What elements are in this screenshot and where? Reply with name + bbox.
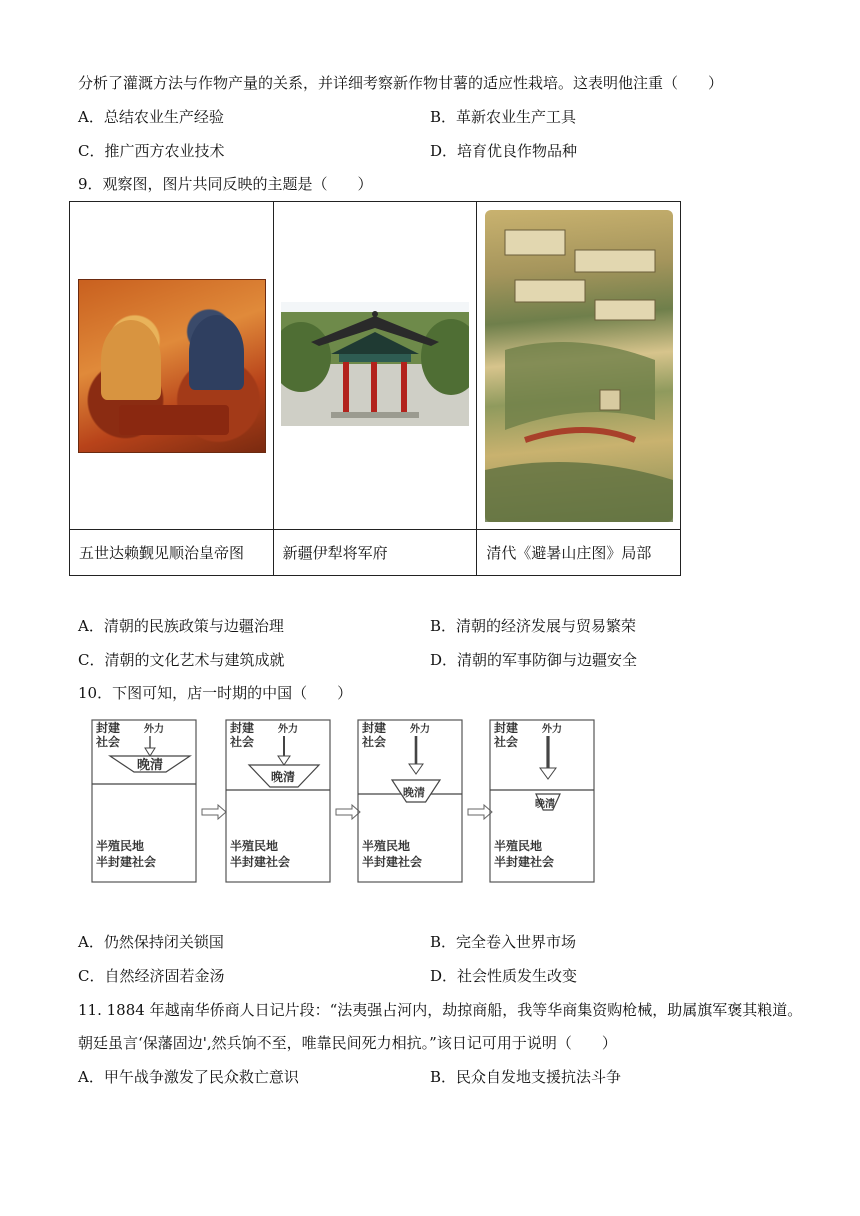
q9-option-b[interactable]: B．清朝的经济发展与贸易繁荣: [430, 617, 637, 635]
q9-caption-1: 五世达赖觐见顺治皇帝图: [70, 530, 274, 576]
q10-stem: 10．下图可知，店一时期的中国（ ）: [78, 684, 353, 702]
q9-option-c[interactable]: C．清朝的文化艺术与建筑成就: [78, 651, 285, 669]
external-force-label: 外力: [410, 724, 430, 735]
feudal-society-label: 社会: [494, 735, 519, 749]
feudal-society-label: 封建: [494, 721, 519, 735]
arrow-head: [278, 756, 290, 765]
q9-image-cell-2: [273, 202, 477, 530]
q10-option-d[interactable]: D．社会性质发生改变: [430, 967, 578, 985]
diagram-panel-1: [92, 720, 196, 882]
q8-option-c[interactable]: C．推广西方农业技术: [78, 142, 225, 160]
diagram-panel-2: [226, 720, 330, 882]
late-qing-label: 晚清: [403, 786, 425, 799]
arrow-head: [409, 764, 423, 774]
transition-arrow: [468, 805, 492, 819]
semi-feudal-label: 半封建社会: [96, 855, 157, 869]
feudal-society-label: 社会: [362, 735, 387, 749]
q8-option-a[interactable]: A．总结农业生产经验: [78, 108, 224, 126]
semi-colonial-label: 半殖民地: [362, 839, 411, 853]
yili-general-mansion-photo: [281, 302, 469, 426]
diagram-panel-3: [358, 720, 462, 882]
q9-stem: 9．观察图，图片共同反映的主题是（ ）: [78, 175, 373, 193]
q11-stem-line-2: 朝廷虽言‘保藩固边',然兵饷不至，唯靠民间死力相抗。”该日记可用于说明（ ）: [78, 1034, 617, 1052]
semi-colonial-label: 半殖民地: [96, 839, 145, 853]
late-qing-label: 晚清: [535, 799, 555, 810]
q9-image-table: [69, 201, 681, 576]
q10-option-b[interactable]: B．完全卷入世界市场: [430, 933, 577, 951]
feudal-society-label: 封建: [96, 721, 121, 735]
q11-option-a[interactable]: A．甲午战争激发了民众救亡意识: [78, 1068, 299, 1086]
q8-option-b[interactable]: B．革新农业生产工具: [430, 108, 577, 126]
arrow-head: [145, 748, 155, 756]
q9-caption-3: 清代《避暑山庄图》局部: [477, 530, 681, 576]
q11-option-b[interactable]: B．民众自发地支援抗法斗争: [430, 1068, 622, 1086]
semi-colonial-label: 半殖民地: [230, 839, 279, 853]
transition-arrow: [336, 805, 360, 819]
external-force-label: 外力: [144, 724, 164, 735]
arrow-head: [540, 768, 556, 779]
feudal-society-label: 封建: [362, 721, 387, 735]
late-qing-label: 晚清: [271, 770, 296, 784]
q10-option-c[interactable]: C．自然经济固若金汤: [78, 967, 225, 985]
dalai-lama-painting-image: [78, 279, 266, 453]
semi-feudal-label: 半封建社会: [230, 855, 291, 869]
external-force-label: 外力: [542, 724, 562, 735]
transition-arrow: [202, 805, 226, 819]
feudal-society-label: 社会: [230, 735, 255, 749]
q11-stem-line-1: 11. 1884 年越南华侨商人日记片段：“法夷强占河内，劫掠商船，我等华商集资购枪械，助属旗军褒其粮道。: [78, 1001, 803, 1019]
q9-caption-2: 新疆伊犁将军府: [273, 530, 477, 576]
semi-feudal-label: 半封建社会: [362, 855, 423, 869]
q9-option-a[interactable]: A．清朝的民族政策与边疆治理: [78, 617, 284, 635]
feudal-society-label: 封建: [230, 721, 255, 735]
feudal-society-label: 社会: [96, 735, 121, 749]
q9-image-cell-3: [477, 202, 681, 530]
q9-option-d[interactable]: D．清朝的军事防御与边疆安全: [430, 651, 638, 669]
q10-society-transition-diagram: [88, 716, 598, 888]
q10-option-a[interactable]: A．仍然保持闭关锁国: [78, 933, 224, 951]
diagram-panel-4: [490, 720, 594, 882]
semi-feudal-label: 半封建社会: [494, 855, 555, 869]
q9-image-cell-1: [70, 202, 274, 530]
q8-stem-tail: 分析了灌溉方法与作物产量的关系，并详细考察新作物甘薯的适应性栽培。这表明他注重（ ）: [78, 74, 724, 92]
external-force-label: 外力: [278, 724, 298, 735]
q8-option-d[interactable]: D．培育优良作物品种: [430, 142, 578, 160]
semi-colonial-label: 半殖民地: [494, 839, 543, 853]
mountain-resort-painting-image: [485, 210, 673, 522]
late-qing-label: 晚清: [137, 758, 164, 773]
